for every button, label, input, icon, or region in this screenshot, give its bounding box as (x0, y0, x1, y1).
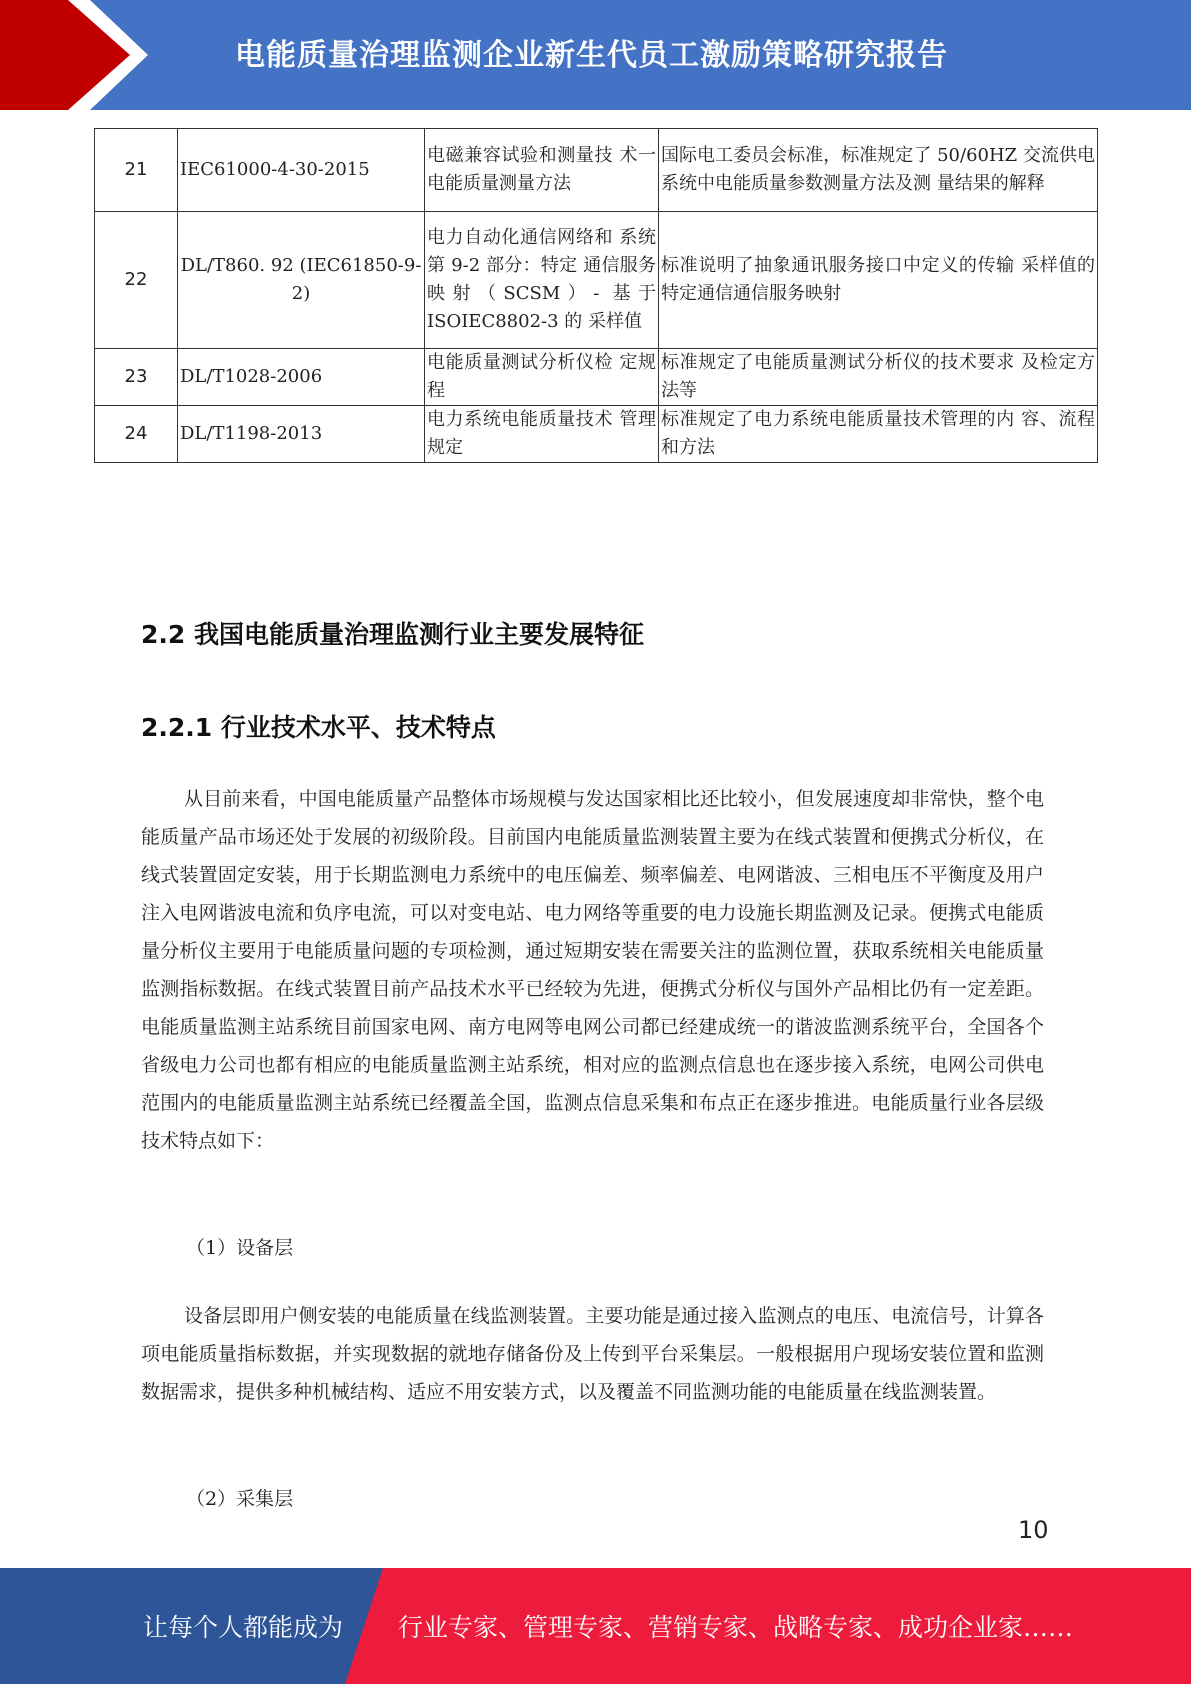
list-item-heading: （2）采集层 (186, 1488, 294, 1510)
row-number: 21 (95, 129, 178, 212)
standard-code: DL/T1198-2013 (178, 406, 425, 463)
standard-name: 电磁兼容试验和测量技 术一电能质量测量方法 (425, 129, 659, 212)
footer-slogan-left: 让每个人都能成为 (143, 1613, 344, 1642)
table-row (95, 406, 1098, 463)
standard-description: 标准说明了抽象通讯服务接口中定义的传输 采样值的特定通信通信服务映射 (659, 212, 1098, 349)
standard-description: 国际电工委员会标准，标准规定了 50/60HZ 交流供电系统中电能质量参数测量方法及测 量结果的解释 (659, 129, 1098, 212)
standard-description: 标准规定了电力系统电能质量技术管理的内 容、流程和方法 (659, 406, 1098, 463)
row-number: 22 (95, 212, 178, 349)
table-row (95, 129, 1098, 212)
section-heading: 2.2 我国电能质量治理监测行业主要发展特征 (141, 620, 644, 649)
body-paragraph: 从目前来看，中国电能质量产品整体市场规模与发达国家相比还比较小，但发展速度却非常快，整个电能质量产品市场还处于发展的初级阶段。目前国内电能质量监测装置主要为在线式装置和便携式分析仪，在线式装置固定安装，用于长期监测电力系统中的电压偏差、频率偏差、电网谐波、三相电压不平衡度及用户注入电网谐波电流和负序电流，可以对变电站、电力网络等重要的电力设施长期监测及记录。便携式电能质量分析仪主要用于电能质量问题的专项检测，通过短期安装在需要关注的监测位置，获取系统相关电能质量监测指标数据。在线式装置目前产品技术水平已经较为先进，便携式分析仪与国外产品相比仍有一定差距。电能质量监测主站系统目前国家电网、南方电网等电网公司都已经建成统一的谐波监测系统平台，全国各个省级电力公司也都有相应的电能质量监测主站系统，相对应的监测点信息也在逐步接入系统，电网公司供电范围内的电能质量监测主站系统已经覆盖全国，监测点信息采集和布点正在逐步推进。电能质量行业各层级技术特点如下： (141, 788, 1044, 1152)
standard-code: DL/T1028-2006 (178, 349, 425, 406)
list-item-heading: （1）设备层 (186, 1237, 294, 1259)
page-footer (0, 1568, 1191, 1684)
standard-description: 标准规定了电能质量测试分析仪的技术要求 及检定方法等 (659, 349, 1098, 406)
standard-name: 电能质量测试分析仪检 定规程 (425, 349, 659, 406)
table-row (95, 212, 1098, 349)
report-title: 电能质量治理监测企业新生代员工激励策略研究报告 (235, 38, 948, 73)
standard-name: 电力系统电能质量技术 管理规定 (425, 406, 659, 463)
standard-code: IEC61000-4-30-2015 (178, 129, 425, 212)
page-header (0, 0, 1191, 110)
standard-code: DL/T860. 92 (IEC61850-9-2) (178, 212, 425, 349)
page-number: 10 (1018, 1516, 1049, 1544)
row-number: 24 (95, 406, 178, 463)
body-paragraph: 设备层即用户侧安装的电能质量在线监测装置。主要功能是通过接入监测点的电压、电流信号，计算各项电能质量指标数据，并实现数据的就地存储备份及上传到平台采集层。一般根据用户现场安装位置和监测数据需求，提供多种机械结构、适应不用安装方式，以及覆盖不同监测功能的电能质量在线监测装置。 (141, 1305, 1044, 1403)
row-number: 23 (95, 349, 178, 406)
footer-slogan-right: 行业专家、管理专家、营销专家、战略专家、成功企业家…… (398, 1613, 1074, 1642)
subsection-heading: 2.2.1 行业技术水平、技术特点 (141, 713, 496, 742)
standard-name: 电力自动化通信网络和 系统第 9-2 部分：特定 通信服务映射（SCSM）- 基于 ISOIEC8802-3 的 采样值 (425, 212, 659, 349)
standards-table (94, 128, 1098, 463)
table-row (95, 349, 1098, 406)
header-arrow-decoration (0, 0, 160, 110)
